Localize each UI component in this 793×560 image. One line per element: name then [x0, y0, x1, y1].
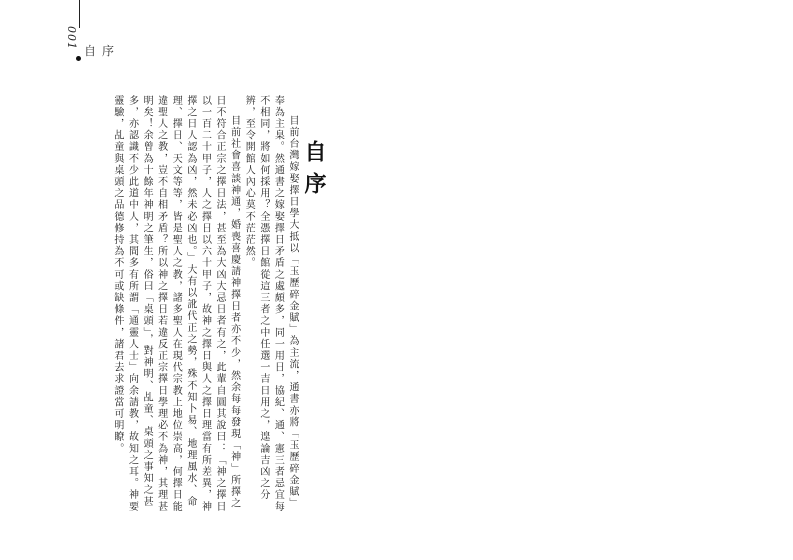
paragraph: 目前社會喜談神通，婚喪喜慶請神擇日者亦不少，然余每每發現「神」所擇之日不符合正宗之擇日法，甚至為大凶大忌日者有之，此輩自圓其說曰：「神之擇日以一百二十甲子，人之擇日以六十甲子，故神之擇日與人之擇日理當有所差異，神擇之日人認為凶，然未必凶也。」大有以訛代正之勢，殊不知卜易、地理風水、命理、擇日、天文等等，皆是聖人之教，諸多聖人在現代宗教上地位崇高，何擇日能違聖人之教，豈不自相矛盾？所以神之擇日若違反正宗擇日學理必不為神，其理甚明矣！余曾為十餘年神明之筆生，俗曰「桌頭」，對神明、乩童、桌頭之事知之甚多，亦認識不少此道中人，其間多有所謂「通靈人士」向余請教，故知之耳。神要靈驗，乩童與桌頭之品德修持為不可或缺條件，諸君去求證當可明瞭。: [111, 95, 240, 513]
paragraph: 目前台灣嫁娶擇日學大抵以「玉歷碎金賦」為主流，通書亦將「玉歷碎金賦」奉為主臬。然通書之嫁娶擇日矛盾之處頗多，同一用日，協紀、通、憲三者忌宜每不相同，將如何採用？全憑擇日館從這三者之中任選一吉日用之，遑論吉凶之分辨，至令開館人內心莫不茫茫然。: [243, 95, 298, 513]
page-number: 001: [65, 26, 78, 50]
chapter-title: 自序: [301, 140, 327, 204]
margin-rule: [79, 0, 80, 28]
bullet-dot: [76, 56, 81, 61]
running-title: 自序: [84, 44, 121, 58]
body-text: [84, 95, 299, 515]
